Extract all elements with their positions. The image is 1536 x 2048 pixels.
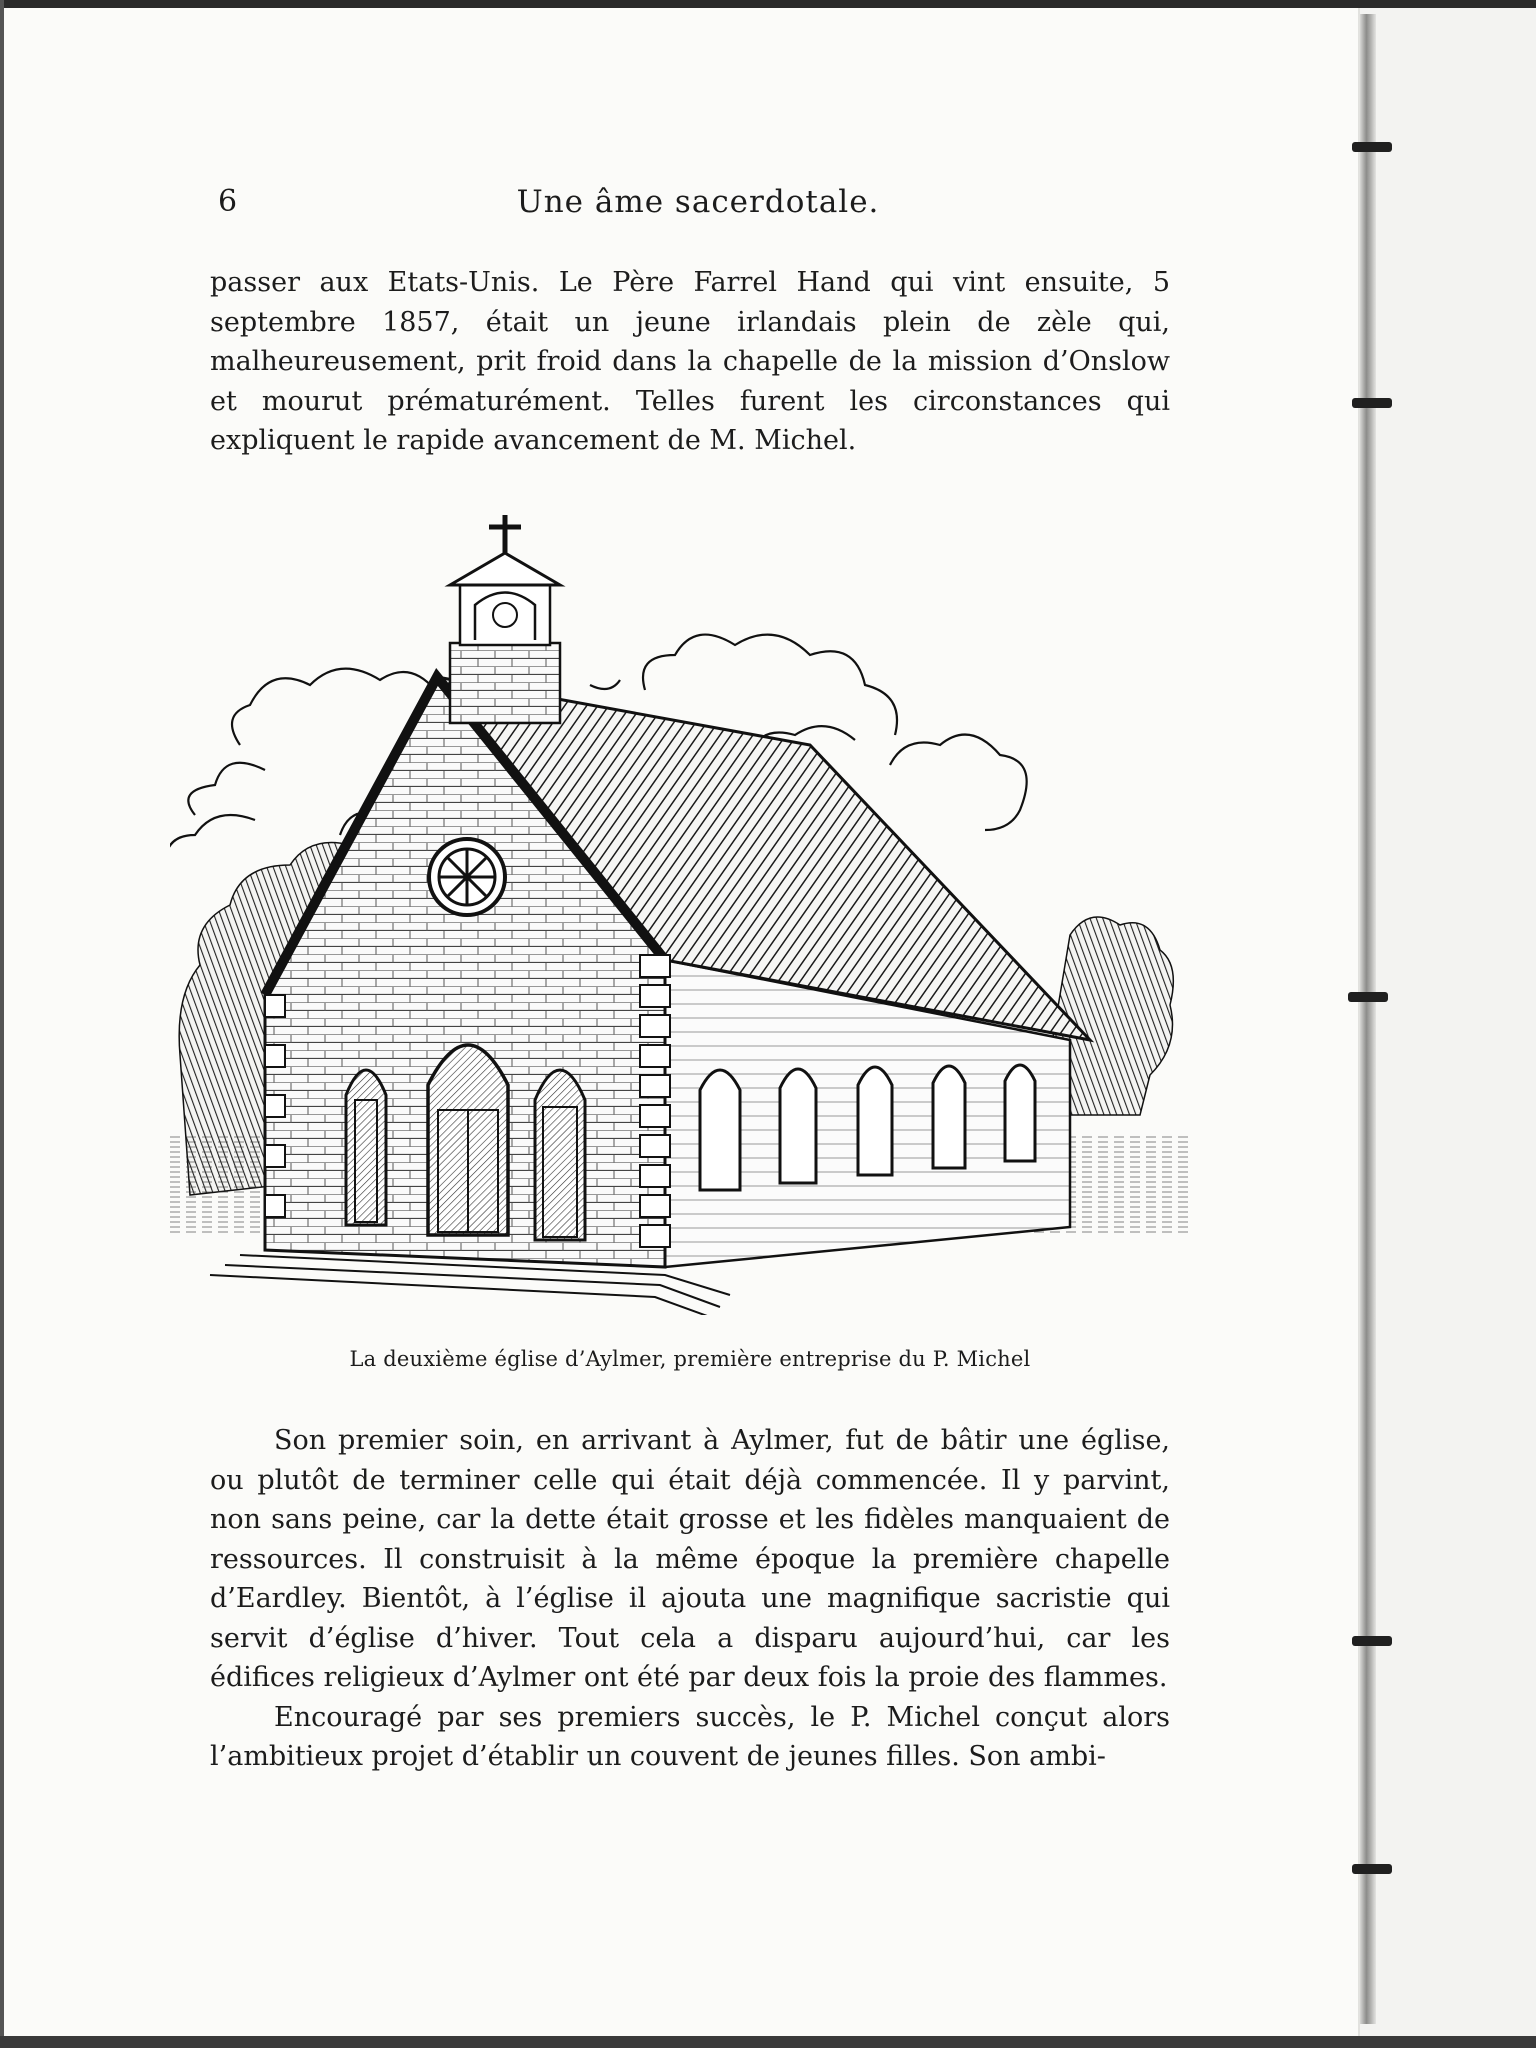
binding-stitch bbox=[1352, 142, 1392, 152]
scan-top-edge bbox=[0, 0, 1536, 8]
bottom-text-block bbox=[210, 1421, 1170, 1777]
top-text-block bbox=[210, 263, 1170, 461]
binding-stitch bbox=[1352, 398, 1392, 408]
rose-window bbox=[429, 839, 505, 915]
paragraph: Encouragé par ses premiers succès, le P. Michel conçut alors l’ambitieux projet d’établir un couvent de jeunes filles. Son ambi- bbox=[210, 1701, 1170, 1772]
binding-stitch bbox=[1348, 992, 1388, 1002]
page-header bbox=[218, 184, 1178, 234]
binding-stitch bbox=[1352, 1864, 1392, 1874]
running-title: Une âme sacerdotale. bbox=[516, 184, 880, 220]
figure-caption: La deuxième église d’Aylmer, première entreprise du P. Michel bbox=[349, 1347, 1031, 1371]
scan-left-edge bbox=[0, 0, 4, 2048]
facing-page-margin bbox=[1358, 8, 1536, 2036]
binding-strip bbox=[1360, 14, 1376, 2024]
belfry bbox=[450, 515, 560, 723]
paragraph: Son premier soin, en arrivant à Aylmer, fut de bâtir une église, ou plutôt de terminer celle qui était déjà commencée. Il y parvint, non sans peine, car la dette était grosse et les fidèles manquaient de ressources. Il construisit à la même époque la première chapelle d’Eardley. Bientôt, à l’église il ajouta une magnifique sacristie qui servit d’église d’hiver. Tout cela a disparu aujourd’hui, car les édifices religieux d’Aylmer ont été par deux fois la proie des flammes. bbox=[210, 1425, 1170, 1693]
paragraph: passer aux Etats-Unis. Le Père Farrel Hand qui vint ensuite, 5 septembre 1857, était un jeune irlandais plein de zèle qui, malheureusement, prit froid dans la chapelle de la mission d’Onslow et mourut prématurément. Telles furent les circonstances qui expliquent le rapide avancement de M. Michel. bbox=[210, 267, 1170, 456]
church-illustration bbox=[170, 515, 1190, 1315]
page-number: 6 bbox=[218, 184, 238, 219]
binding-stitch bbox=[1352, 1636, 1392, 1646]
scan-bottom-edge bbox=[0, 2036, 1536, 2048]
